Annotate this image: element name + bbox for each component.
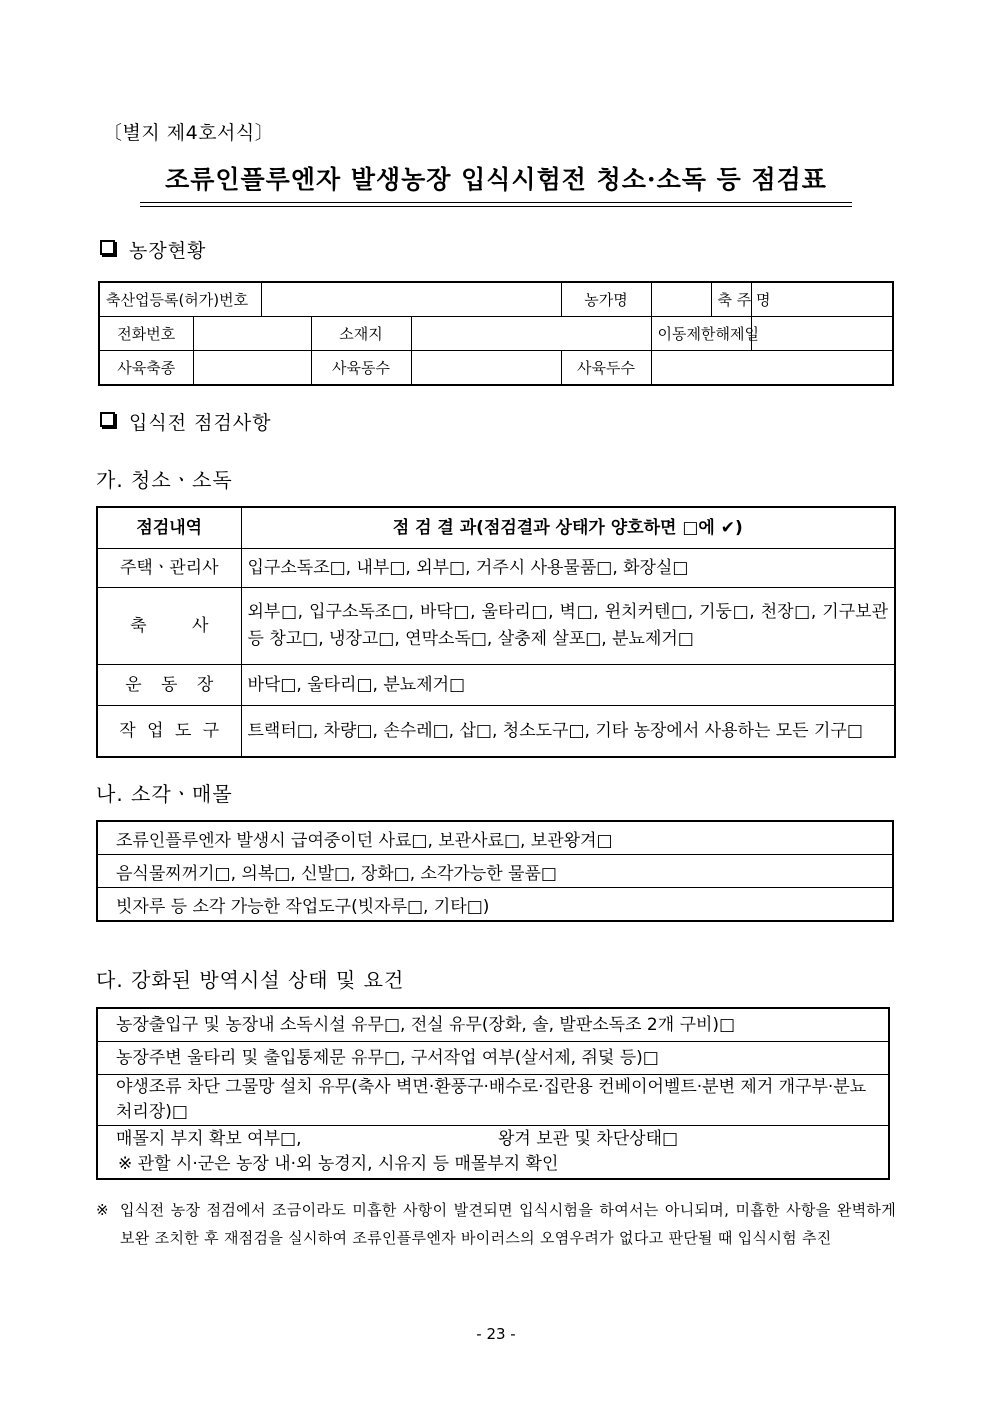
- label-head-count: 사육두수: [561, 351, 651, 386]
- farm-status-table: [98, 281, 894, 386]
- row-text-housing: 입구소독조□, 내부□, 외부□, 거주시 사용물품□, 화장실□: [241, 549, 895, 588]
- value-species[interactable]: [193, 351, 311, 386]
- biosecurity-row-3: 야생조류 차단 그물망 설치 유무(축사 벽면·환풍구·배수로·집란용 컨베이어벨트·분변 제거 개구부·분뇨처리장)□: [97, 1075, 889, 1126]
- value-location[interactable]: [411, 317, 651, 351]
- row-label-tools: 작 업 도 구: [97, 706, 241, 758]
- title-underline: [140, 202, 852, 203]
- label-species: 사육축종: [99, 351, 193, 386]
- incineration-row-3: 빗자루 등 소각 가능한 작업도구(빗자루□, 기타□): [97, 888, 893, 922]
- square-bullet-icon: [100, 412, 115, 427]
- row-text-yard: 바닥□, 울타리□, 분뇨제거□: [241, 665, 895, 706]
- footnote-text: 입식전 농장 점검에서 조금이라도 미흡한 사항이 발견되면 입식시험을 하여서는 아니되며, 미흡한 사항을 완벽하게 보완 조치한 후 재점검을 실시하여 조류인플루엔자 바이러스의 오염우려가 없다고 판단될 때 입식시험 추진: [120, 1201, 896, 1247]
- label-owner-name: 축 주 명: [711, 282, 751, 317]
- row-text-barn: 외부□, 입구소독조□, 바닥□, 울타리□, 벽□, 윈치커텐□, 기둥□, 천장□, 기구보관 등 창고□, 냉장고□, 연막소독□, 살충제 살포□, 분뇨제거□: [241, 588, 895, 665]
- row-label-housing: 주택ㆍ관리사: [97, 549, 241, 588]
- footnote: [96, 1196, 896, 1252]
- value-registration-no[interactable]: [261, 282, 561, 317]
- value-farm-name[interactable]: [651, 282, 711, 317]
- incineration-row-1: 조류인플루엔자 발생시 급여중이던 사료□, 보관사료□, 보관왕겨□: [97, 821, 893, 855]
- form-number: 〔별지 제4호서식〕: [103, 122, 275, 144]
- value-building-count[interactable]: [411, 351, 561, 386]
- chaff-storage-check: 왕겨 보관 및 차단상태□: [498, 1129, 679, 1149]
- incineration-row-2: 음식물찌꺼기□, 의복□, 신발□, 장화□, 소각가능한 물품□: [97, 855, 893, 888]
- subsection-title-cleaning: 가. 청소ㆍ소독: [96, 468, 233, 492]
- value-owner-name[interactable]: [751, 282, 893, 317]
- footnote-mark: ※: [96, 1201, 109, 1219]
- biosecurity-row-2: 농장주변 울타리 및 출입통제문 유무□, 구서작업 여부(살서제, 쥐덫 등)□: [97, 1042, 889, 1075]
- section-heading-label: 입식전 점검사항: [129, 412, 272, 434]
- burial-site-note: ※ 관할 시·군은 농장 내·외 농경지, 시유지 등 매몰부지 확인: [118, 1154, 559, 1174]
- section-heading-pre-check: [100, 408, 272, 435]
- value-head-count[interactable]: [651, 351, 893, 386]
- label-building-count: 사육동수: [311, 351, 411, 386]
- row-text-tools: 트랙터□, 차량□, 손수레□, 삽□, 청소도구□, 기타 농장에서 사용하는 모든 기구□: [241, 706, 895, 758]
- header-check-item: 점검내역: [97, 507, 241, 549]
- label-restriction-release-date: 이동제한해제일: [651, 317, 751, 351]
- value-restriction-release-date[interactable]: [751, 317, 893, 351]
- subsection-title-incineration: 나. 소각ㆍ매몰: [96, 782, 233, 806]
- header-check-result: 점 검 결 과(점검결과 상태가 양호하면 □에 ✔): [241, 507, 895, 549]
- label-location: 소재지: [311, 317, 411, 351]
- incineration-table: [96, 820, 894, 922]
- burial-site-check: 매몰지 부지 확보 여부□,: [116, 1129, 302, 1149]
- page-number: - 23 -: [476, 1325, 516, 1343]
- label-registration-no: 축산업등록(허가)번호: [99, 282, 261, 317]
- row-label-barn: 축 사: [97, 588, 241, 665]
- cleaning-check-table: [96, 506, 896, 758]
- label-phone: 전화번호: [99, 317, 193, 351]
- section-heading-farm-status: [100, 236, 206, 263]
- value-phone[interactable]: [193, 317, 311, 351]
- title-underline-2: [140, 206, 852, 207]
- subsection-title-biosecurity: 다. 강화된 방역시설 상태 및 요건: [96, 968, 405, 992]
- section-heading-label: 농장현황: [129, 240, 207, 262]
- biosecurity-row-4: [97, 1126, 889, 1180]
- label-farm-name: 농가명: [561, 282, 651, 317]
- biosecurity-row-1: 농장출입구 및 농장내 소독시설 유무□, 전실 유무(장화, 솔, 발판소독조 2개 구비)□: [97, 1008, 889, 1042]
- biosecurity-table: [96, 1007, 890, 1180]
- square-bullet-icon: [100, 240, 115, 255]
- page-title: 조류인플루엔자 발생농장 입식시험전 청소·소독 등 점검표: [165, 165, 827, 194]
- row-label-yard: 운 동 장: [97, 665, 241, 706]
